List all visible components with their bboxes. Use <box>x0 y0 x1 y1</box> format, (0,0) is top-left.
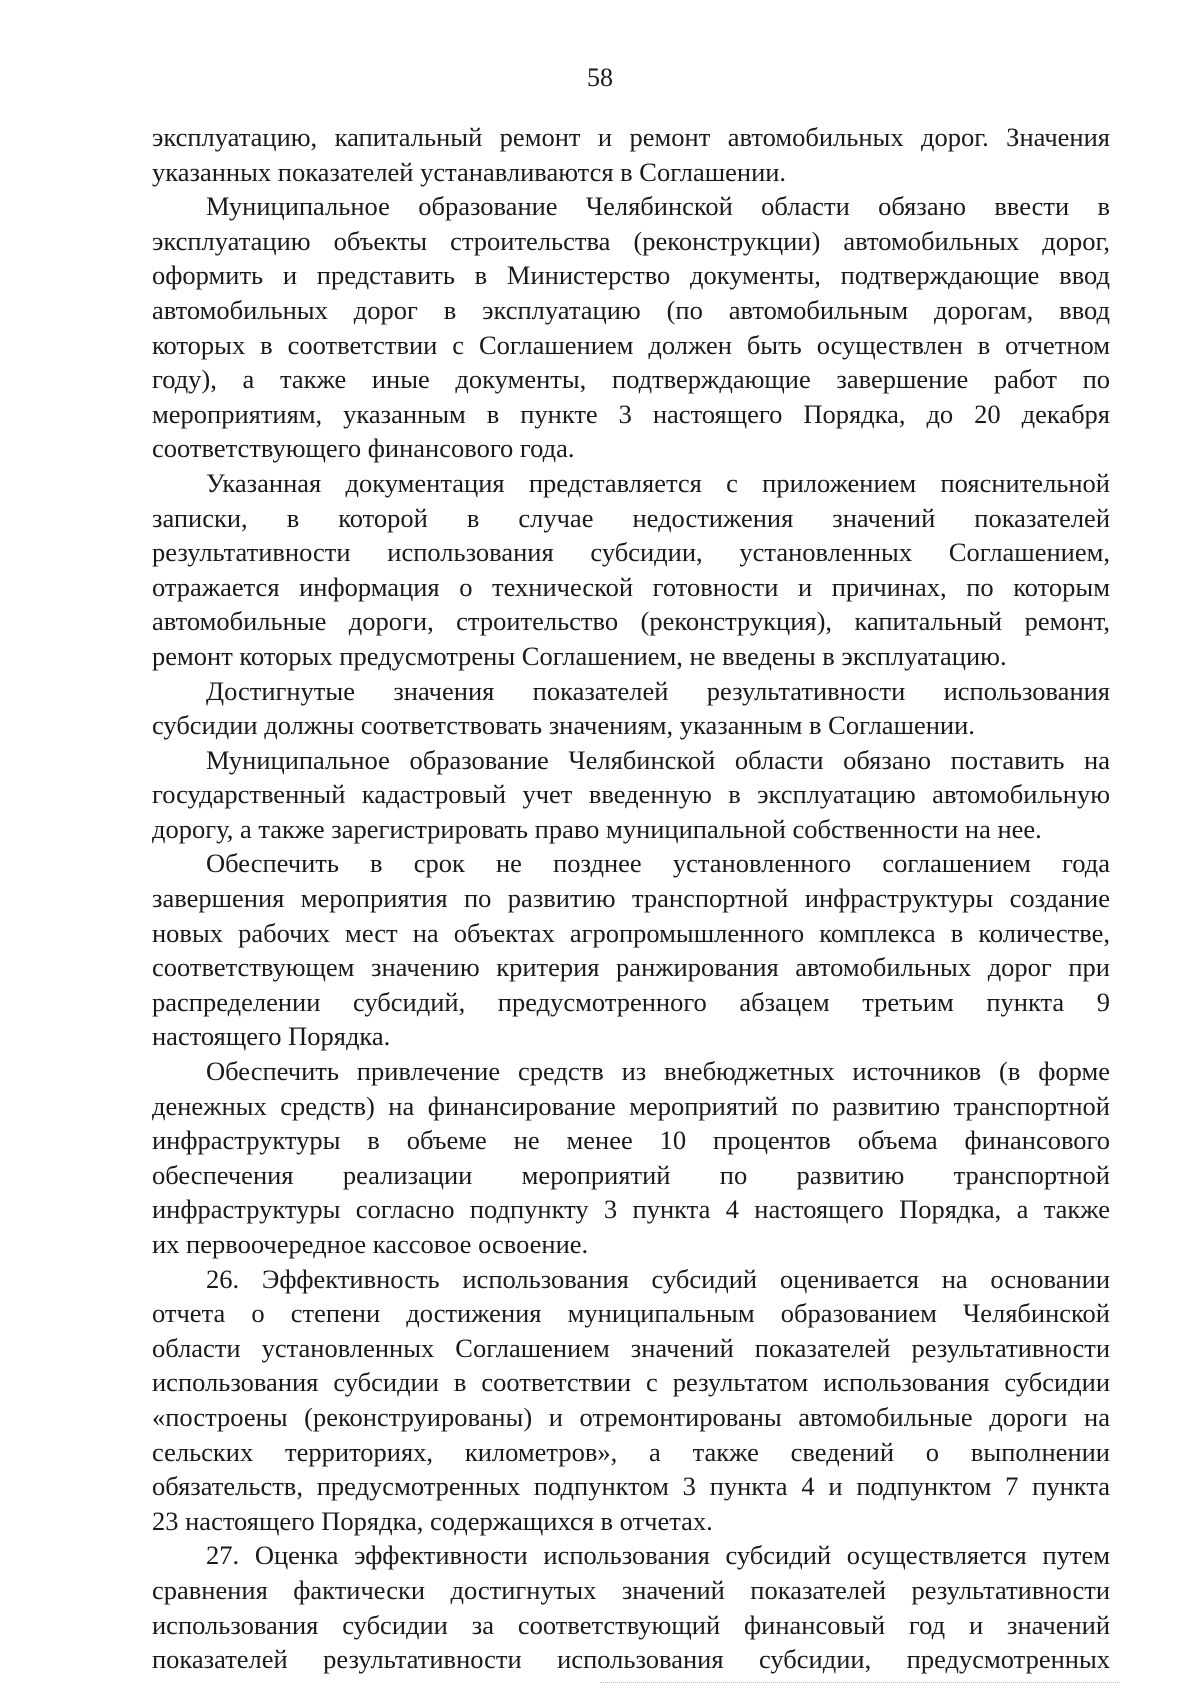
text-line: указанных показателей устанавливаются в Соглашении. <box>152 156 787 187</box>
paragraph <box>152 120 1110 189</box>
text-line: денежных средств) на финансирование мероприятий по развитию транспортной <box>152 1090 1110 1121</box>
text-line: обязательств, предусмотренных подпунктом 3 пункта 4 и подпунктом 7 пункта <box>152 1471 1110 1502</box>
text-line: государственный кадастровый учет введенную в эксплуатацию автомобильную <box>152 779 1110 810</box>
text-line: эксплуатацию, капитальный ремонт и ремонт автомобильных дорог. Значения <box>152 122 1110 152</box>
text-line: Муниципальное образование Челябинской области обязано ввести в <box>206 191 1110 222</box>
text-line: сельских территориях, километров», а также сведений о выполнении <box>152 1436 1110 1467</box>
text-line: 23 настоящего Порядка, содержащихся в отчетах. <box>152 1505 713 1536</box>
text-line: завершения мероприятия по развитию транспортной инфраструктуры создание <box>152 883 1110 914</box>
text-line: «построены (реконструированы) и отремонтированы автомобильные дороги на <box>152 1401 1110 1432</box>
text-line: сравнения фактически достигнутых значений показателей результативности <box>152 1574 1110 1605</box>
text-line: отражается информация о технической готовности и причинах, по которым <box>152 571 1110 602</box>
text-line: автомобильные дороги, строительство (реконструкция), капитальный ремонт, <box>152 606 1110 637</box>
text-line: области установленных Соглашением значений показателей результативности <box>152 1332 1110 1363</box>
text-line: эксплуатацию объекты строительства (реконструкции) автомобильных дорог, <box>152 225 1110 256</box>
text-line: Достигнутые значения показателей результативности использования <box>206 675 1110 706</box>
text-line: инфраструктуры согласно подпункту 3 пункта 4 настоящего Порядка, а также <box>152 1194 1110 1225</box>
text-line: 27. Оценка эффективности использования субсидий осуществляется путем <box>206 1540 1110 1571</box>
text-line: показателей результативности использования субсидии, предусмотренных <box>152 1644 1110 1675</box>
text-line: Муниципальное образование Челябинской области обязано поставить на <box>206 744 1110 775</box>
paragraph <box>152 189 1110 466</box>
text-line: соответствующего финансового года. <box>152 433 575 464</box>
text-line: их первоочередное кассовое освоение. <box>152 1229 589 1259</box>
text-line: дорогу, а также зарегистрировать право муниципальной собственности на нее. <box>152 813 1042 844</box>
text-line: новых рабочих мест на объектах агропромышленного комплекса в количестве, <box>152 917 1110 948</box>
text-line: отчета о степени достижения муниципальным образованием Челябинской <box>152 1298 1110 1329</box>
paragraph <box>152 1054 1110 1262</box>
text-line: Обеспечить в срок не позднее установленного соглашением года <box>206 848 1110 879</box>
text-line: соответствующем значению критерия ранжирования автомобильных дорог при <box>152 952 1110 983</box>
text-line: Обеспечить привлечение средств из внебюджетных источников (в форме <box>206 1056 1110 1087</box>
text-line: результативности использования субсидии, установленных Соглашением, <box>152 537 1110 568</box>
text-line: мероприятиям, указанным в пункте 3 настоящего Порядка, до 20 декабря <box>152 398 1110 429</box>
text-line: 26. Эффективность использования субсидий оценивается на основании <box>206 1263 1110 1294</box>
text-line: которых в соответствии с Соглашением должен быть осуществлен в отчетном <box>152 329 1110 360</box>
text-line: записки, в которой в случае недостижения значений показателей <box>152 502 1110 533</box>
text-line: Указанная документация представляется с приложением пояснительной <box>206 467 1110 498</box>
paragraph <box>152 674 1110 743</box>
text-line: оформить и представить в Министерство документы, подтверждающие ввод <box>152 260 1110 291</box>
text-line: использования субсидии за соответствующий финансовый год и значений <box>152 1609 1110 1640</box>
paragraph <box>152 846 1110 1054</box>
text-line: субсидии должны соответствовать значениям, указанным в Соглашении. <box>152 710 975 741</box>
text-line: ремонт которых предусмотрены Соглашением, не введены в эксплуатацию. <box>152 640 1007 671</box>
text-line: распределении субсидий, предусмотренного абзацем третьим пункта 9 <box>152 986 1110 1017</box>
paragraph <box>152 1538 1110 1676</box>
paragraph <box>152 1262 1110 1539</box>
text-line: инфраструктуры в объеме не менее 10 процентов объема финансового <box>152 1125 1110 1156</box>
text-line: использования субсидии в соответствии с результатом использования субсидии <box>152 1367 1110 1398</box>
document-body <box>152 120 1110 1677</box>
text-line: настоящего Порядка. <box>152 1021 391 1052</box>
page-number: 58 <box>587 63 613 92</box>
paragraph <box>152 466 1110 674</box>
text-line: обеспечения реализации мероприятий по развитию транспортной <box>152 1159 1110 1190</box>
paragraph <box>152 743 1110 847</box>
text-line: году), а также иные документы, подтверждающие завершение работ по <box>152 364 1110 395</box>
text-line: автомобильных дорог в эксплуатацию (по автомобильным дорогам, ввод <box>152 294 1110 325</box>
scan-edge-divider <box>600 1682 1120 1683</box>
